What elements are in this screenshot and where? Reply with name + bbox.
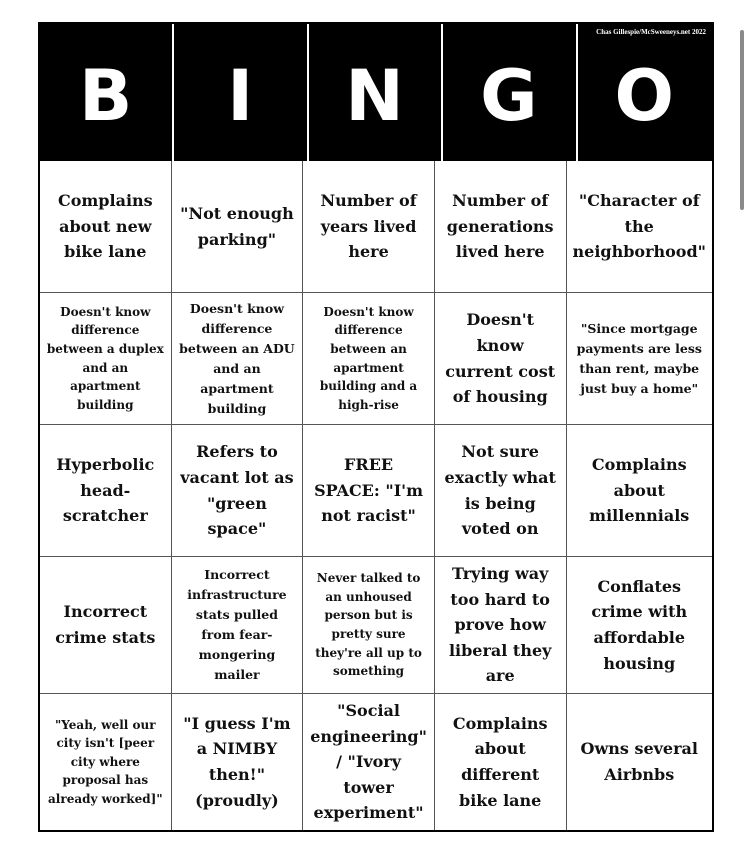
bingo-square-crime-affordable-housing: Conflates crime with affordable housing — [567, 557, 713, 694]
bingo-card — [38, 22, 714, 832]
bingo-square-nimby-proudly: "I guess I'm a NIMBY then!" (proudly) — [172, 694, 304, 830]
bingo-square-infrastructure-stats: Incorrect infrastructure stats pulled from fear-mongering mailer — [172, 557, 304, 694]
bingo-square-social-engineering: "Social engineering" / "Ivory tower experiment" — [303, 694, 435, 830]
bingo-square-unhoused-person: Never talked to an unhoused person but is pretty sure they're all up to something — [303, 557, 435, 694]
bingo-square-character-of-neighborhood: "Character of the neighborhood" — [567, 161, 713, 293]
bingo-square-apartment-vs-high-rise: Doesn't know difference between an apartment building and a high-rise — [303, 293, 435, 425]
header-letter-o: O — [614, 54, 676, 137]
bingo-square-complains-millennials: Complains about millennials — [567, 425, 713, 557]
bingo-square-generations-lived-here: Number of generations lived here — [435, 161, 567, 293]
scrollbar[interactable] — [740, 30, 744, 210]
bingo-square-green-space: Refers to vacant lot as "green space" — [172, 425, 304, 557]
credit-text: Chas Gillespie/McSweeneys.net 2022 — [596, 28, 706, 36]
bingo-square-not-sure-what-voted-on: Not sure exactly what is being voted on — [435, 425, 567, 557]
bingo-square-peer-city: "Yeah, well our city isn't [peer city where proposal has already worked]" — [40, 694, 172, 830]
bingo-square-free-space: FREE SPACE: "I'm not racist" — [303, 425, 435, 557]
bingo-square-duplex-vs-apartment: Doesn't know difference between a duplex and an apartment building — [40, 293, 172, 425]
bingo-square-mortgage-vs-rent: "Since mortgage payments are less than rent, maybe just buy a home" — [567, 293, 713, 425]
header-letter-b: B — [40, 24, 174, 161]
header-letter-n: N — [309, 24, 443, 161]
bingo-square-different-bike-lane: Complains about different bike lane — [435, 694, 567, 830]
bingo-square-cost-of-housing: Doesn't know current cost of housing — [435, 293, 567, 425]
bingo-square-adu-vs-apartment: Doesn't know difference between an ADU and an apartment building — [172, 293, 304, 425]
bingo-square-too-hard-liberal: Trying way too hard to prove how liberal they are — [435, 557, 567, 694]
bingo-square-new-bike-lane: Complains about new bike lane — [40, 161, 172, 293]
header-letter-i: I — [174, 24, 308, 161]
bingo-square-not-enough-parking: "Not enough parking" — [172, 161, 304, 293]
bingo-square-hyperbolic-head-scratcher: Hyperbolic head-scratcher — [40, 425, 172, 557]
bingo-grid — [40, 161, 712, 830]
bingo-square-owns-airbnbs: Owns several Airbnbs — [580, 739, 698, 784]
bingo-header — [40, 24, 712, 161]
bingo-square-years-lived-here: Number of years lived here — [303, 161, 435, 293]
header-letter-g: G — [443, 24, 577, 161]
bingo-square-incorrect-crime-stats: Incorrect crime stats — [40, 557, 172, 694]
